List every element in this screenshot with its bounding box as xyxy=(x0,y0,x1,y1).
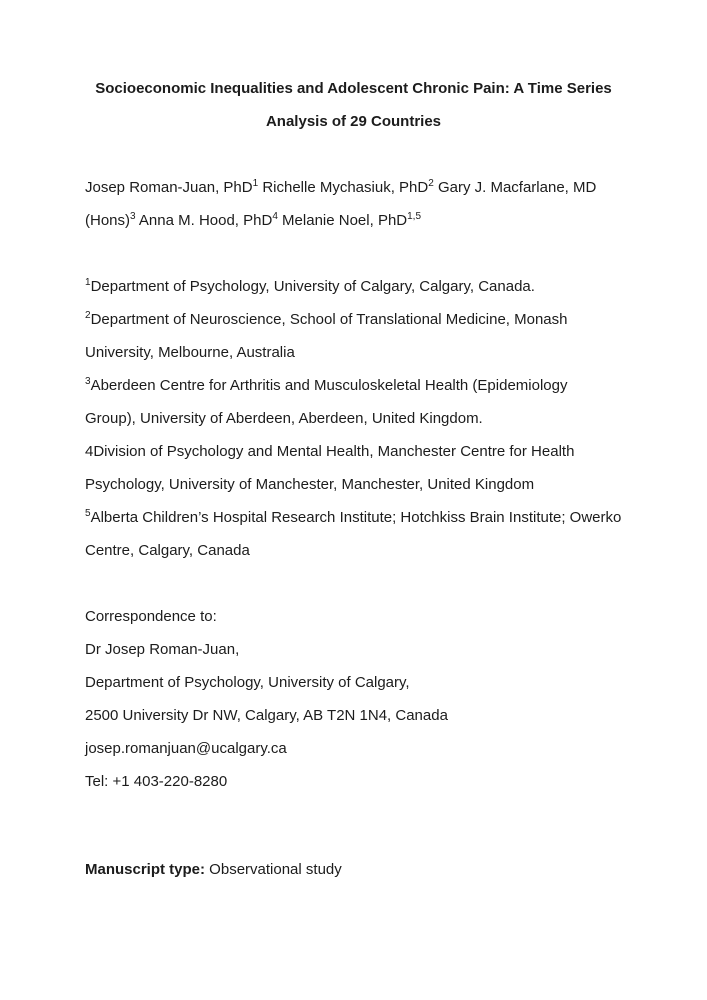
affiliation-line xyxy=(85,270,622,303)
text-segment: Josep Roman-Juan, PhD xyxy=(85,179,253,196)
text-segment: Richelle Mychasiuk, PhD xyxy=(258,179,429,196)
text-segment: Department of Neuroscience, School of Translational Medicine, Monash University, Melbourne, Australia xyxy=(85,311,568,361)
manuscript-type-label: Manuscript type: xyxy=(85,861,206,878)
text-segment: Alberta Children’s Hospital Research Institute; Hotchkiss Brain Institute; Owerko Centre, Calgary, Canada xyxy=(85,509,622,559)
affiliation-line xyxy=(85,435,622,501)
paper-title-line-1: Socioeconomic Inequalities and Adolescent Chronic Pain: A Time Series xyxy=(95,80,612,97)
paper-title xyxy=(85,72,622,138)
text-segment: Department of Psychology, University of Calgary, Calgary, Canada. xyxy=(90,278,535,295)
text-segment: 4Division of Psychology and Mental Health, Manchester Centre for Health Psychology, University of Manchester, Manchester, United Kingdom xyxy=(85,443,575,493)
manuscript-type xyxy=(85,853,622,886)
manuscript-type-line xyxy=(85,853,622,886)
superscript-marker: 1 xyxy=(85,277,91,288)
superscript-marker: 2 xyxy=(428,178,434,189)
text-segment: Aberdeen Centre for Arthritis and Musculoskeletal Health (Epidemiology Group), University of Aberdeen, Aberdeen, United Kingdom. xyxy=(85,377,568,427)
superscript-marker: 3 xyxy=(130,211,136,222)
paper-title-line-2: Analysis of 29 Countries xyxy=(265,113,442,130)
affiliation-line xyxy=(85,501,622,567)
affiliation-line xyxy=(85,369,622,435)
correspondence-line: Dr Josep Roman-Juan, xyxy=(85,641,240,658)
superscript-marker: 1 xyxy=(252,178,259,189)
correspondence xyxy=(85,600,622,798)
manuscript-type-value: Observational study xyxy=(205,861,342,878)
text-segment: Melanie Noel, PhD xyxy=(277,212,408,229)
superscript-marker: 3 xyxy=(85,376,91,387)
author-line xyxy=(85,171,622,237)
correspondence-line: Tel: +1 403-220-8280 xyxy=(85,773,228,790)
correspondence-line: josep.romanjuan@ucalgary.ca xyxy=(85,740,287,757)
superscript-marker: 2 xyxy=(85,310,91,321)
text-segment: Gary J. Macfarlane, MD (Hons) xyxy=(85,179,597,229)
correspondence-line: Correspondence to: xyxy=(85,608,217,625)
correspondence-line: Department of Psychology, University of Calgary, xyxy=(85,674,410,691)
superscript-marker: 1,5 xyxy=(407,211,422,222)
superscript-marker: 4 xyxy=(272,211,278,222)
author-list xyxy=(85,171,622,237)
correspondence-line: 2500 University Dr NW, Calgary, AB T2N 1N4, Canada xyxy=(85,707,448,724)
text-segment: Anna M. Hood, PhD xyxy=(135,212,273,229)
affiliation-line xyxy=(85,303,622,369)
superscript-marker: 5 xyxy=(85,508,91,519)
affiliations xyxy=(85,270,622,567)
